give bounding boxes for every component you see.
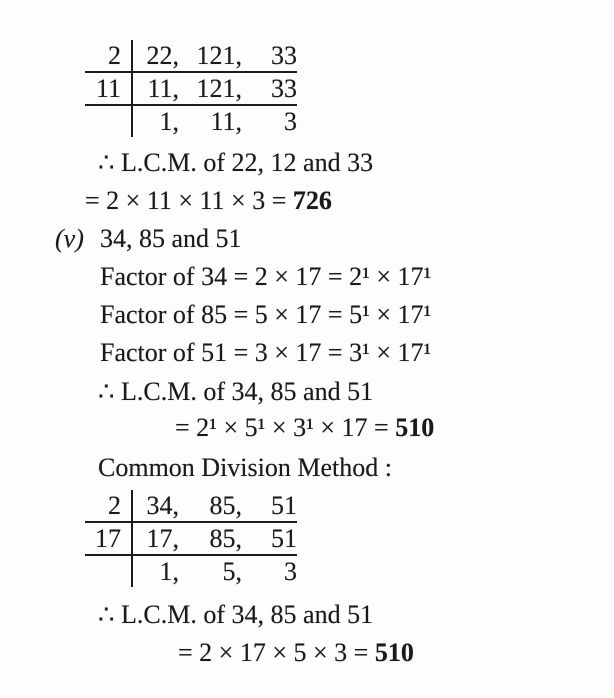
divisor-cell: 2 xyxy=(85,40,133,71)
value-cell: 3 xyxy=(284,556,297,586)
value-cell: 1, xyxy=(159,556,179,586)
table-row xyxy=(85,490,297,523)
item-label: (v) xyxy=(55,224,84,253)
value-cell: 34, xyxy=(146,490,179,520)
divisor-cell: 11 xyxy=(85,73,133,104)
lcm-equation-line xyxy=(175,413,434,443)
lcm-conclusion-line: ∴ L.C.M. of 34, 85 and 51 xyxy=(98,377,374,406)
value-cell: 11, xyxy=(210,106,242,136)
divisor-cell xyxy=(85,106,133,137)
equation-text: = 2¹ × 5¹ × 3¹ × 17 = xyxy=(175,413,396,442)
divisor-cell xyxy=(85,556,133,587)
lcm-conclusion-line: ∴ L.C.M. of 34, 85 and 51 xyxy=(98,600,374,629)
divisor-cell: 17 xyxy=(85,523,133,554)
equation-text: = 2 × 17 × 5 × 3 = xyxy=(178,638,375,667)
table-row xyxy=(85,106,297,137)
value-cell: 121, xyxy=(196,40,242,70)
value-cell: 17, xyxy=(146,523,179,553)
division-table-lcm-34-85-51 xyxy=(85,490,311,587)
value-cell: 22, xyxy=(146,40,179,70)
table-row xyxy=(85,40,297,73)
lcm-result: 510 xyxy=(395,413,435,442)
lcm-equation-line xyxy=(178,638,414,668)
value-cell: 33 xyxy=(271,40,297,70)
table-row xyxy=(85,556,297,587)
lcm-result: 726 xyxy=(292,186,332,215)
equation-text: = 2 × 11 × 11 × 3 = xyxy=(85,186,293,215)
value-cell: 11, xyxy=(147,73,179,103)
value-cell: 33 xyxy=(271,73,297,103)
value-cell: 1, xyxy=(159,106,179,136)
value-cell: 121, xyxy=(196,73,242,103)
table-row xyxy=(85,73,297,106)
item-numbers: 34, 85 and 51 xyxy=(100,224,242,253)
factor-line-34: Factor of 34 = 2 × 17 = 2¹ × 17¹ xyxy=(100,262,432,291)
value-cell: 51 xyxy=(271,490,297,520)
lcm-conclusion-line: ∴ L.C.M. of 22, 12 and 33 xyxy=(98,148,374,177)
method-heading: Common Division Method : xyxy=(98,453,392,482)
item-v-line xyxy=(55,224,242,254)
table-row xyxy=(85,523,297,556)
divisor-cell: 2 xyxy=(85,490,133,521)
factor-line-51: Factor of 51 = 3 × 17 = 3¹ × 17¹ xyxy=(100,338,432,367)
value-cell: 51 xyxy=(271,523,297,553)
division-table-lcm-22-121-33 xyxy=(85,40,311,137)
value-cell: 3 xyxy=(284,106,297,136)
value-cell: 5, xyxy=(222,556,242,586)
lcm-equation-line xyxy=(85,186,332,216)
lcm-result: 510 xyxy=(374,638,414,667)
value-cell: 85, xyxy=(209,490,242,520)
value-cell: 85, xyxy=(209,523,242,553)
factor-line-85: Factor of 85 = 5 × 17 = 5¹ × 17¹ xyxy=(100,300,432,329)
